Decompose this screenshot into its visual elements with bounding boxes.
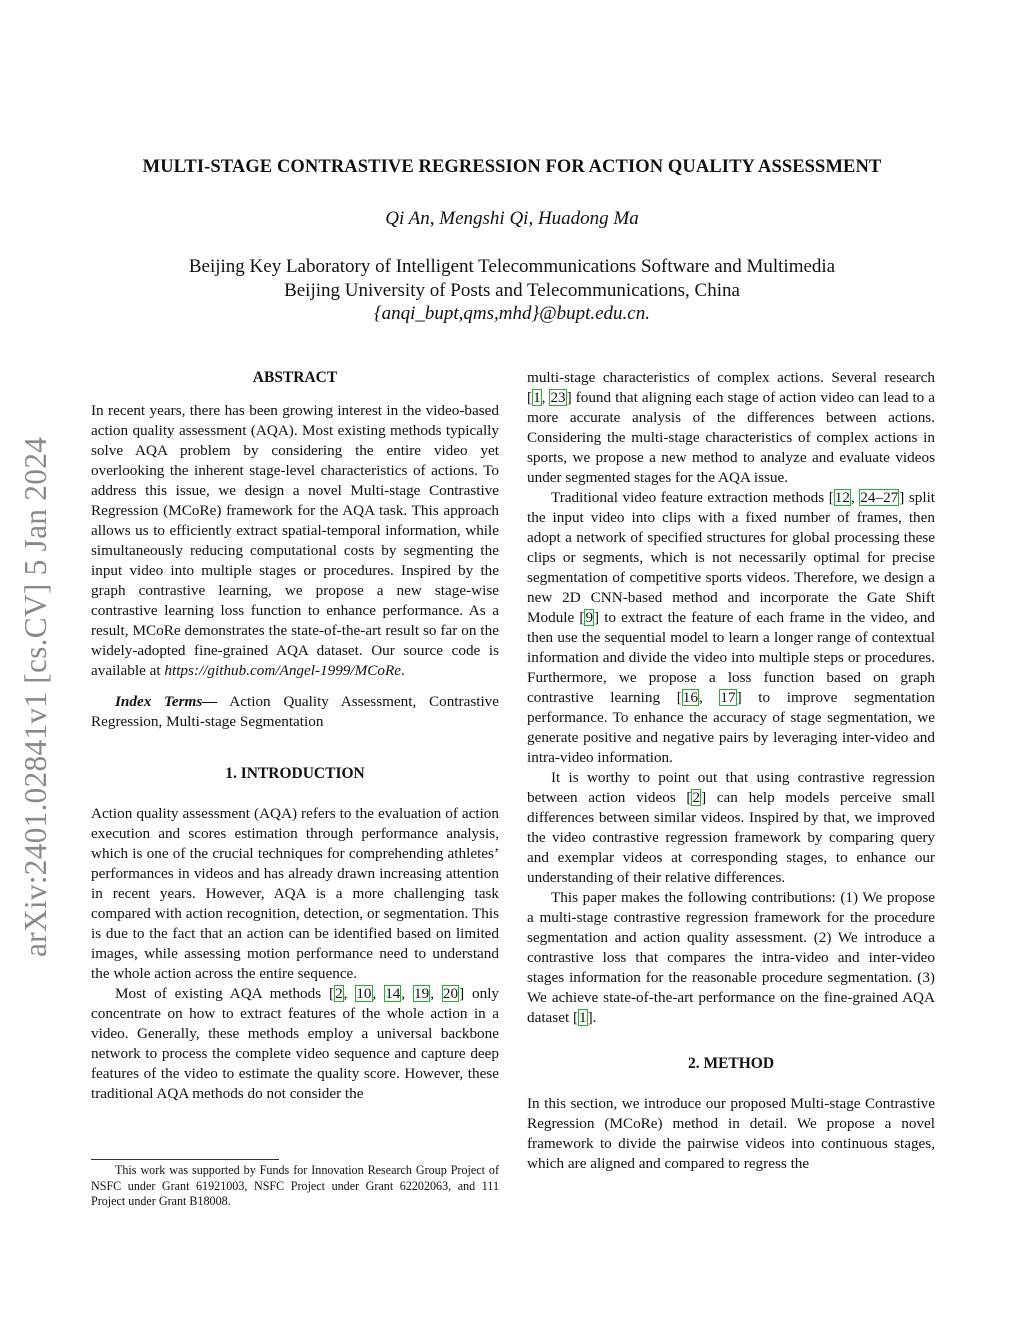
citation-link[interactable]: 19 xyxy=(414,985,430,1002)
citation-link[interactable]: 24–27 xyxy=(860,489,899,506)
citation-link[interactable]: 23 xyxy=(550,389,566,406)
intro-p3-text-c: ] to extract the feature of each frame in the video, and then use the sequential model to learn a longer range of contextual information and divide the video into multiple steps or procedures. Furthermore, we propose a loss function based on graph contrastive learning [ xyxy=(527,609,935,706)
method-paragraph-1: In this section, we introduce our proposed Multi-stage Contrastive Regression (MCoRe) method in detail. We propose a novel framework to divide the pairwise videos into continuous stages, which are aligned and compared to regress the xyxy=(527,1095,935,1172)
source-code-link[interactable]: https://github.com/Angel-1999/MCoRe xyxy=(164,662,402,679)
citation-link[interactable]: 14 xyxy=(385,985,401,1002)
intro-p5-text-a: This paper makes the following contributions: (1) We propose a multi-stage contrastive regression framework for the procedure segmentation and action quality assessment. (2) We introduce a contrastive loss that compares the intra-video and inter-video stages information for the reasonable procedure segmentation. (3) We achieve state-of-the-art performance on the fine-grained AQA dataset [ xyxy=(527,889,935,1026)
intro-paragraph-2-continued: multi-stage characteristics of complex actions. Several research [1, 23] found that aligning each stage of action video can lead to a more accurate analysis of the differences between actions. Considering the multi-stage characteristics of complex actions in sports, we propose a new method to analyze and evaluate videos under segmented stages for the AQA issue. xyxy=(527,369,935,486)
citation-link[interactable]: 9 xyxy=(585,609,594,626)
citation-link[interactable]: 16 xyxy=(682,689,698,706)
intro-p3-text-b: ] split the input video into clips with a fixed number of frames, then adopt a network of specified structures for global processing these clips or segments, which is not necessarily optimal for precise segmentation of competitive sports videos. Therefore, we design a new 2D CNN-based method and incorporate the Gate Shift Module [ xyxy=(527,489,936,626)
funding-footnote xyxy=(91,1163,499,1210)
citation-link[interactable]: 10 xyxy=(356,985,372,1002)
citation-link[interactable]: 17 xyxy=(720,689,736,706)
right-column xyxy=(527,368,935,1174)
intro-p4-text-b: ] can help models perceive small differences between similar videos. Inspired by that, we improved the video contrastive regression framework by comparing query and exemplar videos at corresponding stages, to enhance our understanding of their relative differences. xyxy=(527,789,935,886)
intro-p2-text-c: ] found that aligning each stage of action video can lead to a more accurate analysis of the differences between actions. Considering the multi-stage characteristics of complex actions in sports, we propose a new method to analyze and evaluate videos under segmented stages for the AQA issue. xyxy=(527,389,935,486)
intro-paragraph-2: Most of existing AQA methods [2, 10, 14, 19, 20] only concentrate on how to extract features of the whole action in a video. Generally, these methods employ a universal backbone network to process the complete video sequence and capture deep features of the video to estimate the quality score. However, these traditional AQA methods do not consider the xyxy=(91,985,500,1102)
citation-link[interactable]: 1 xyxy=(579,1009,587,1026)
intro-paragraph-1: Action quality assessment (AQA) refers to the evaluation of action execution and scores estimation through performance analysis, which is one of the crucial techniques for comprehending athletes’ performances in videos and has already drawn increasing attention in recent years. However, AQA is a more challenging task compared with action recognition, detection, or segmentation. This is due to the fact that an action can be identified based on limited images, while assessing motion performance need to understand the whole action across the entire sequence. xyxy=(91,805,499,982)
arxiv-stamp: arXiv:2401.02841v1 [cs.CV] 5 Jan 2024 xyxy=(18,436,53,957)
intro-p3-text-d: ] to improve segmentation performance. To enhance the accuracy of stage segmentation, we generate positive and negative pairs by leveraging inter-video and intra-video information. xyxy=(527,689,936,766)
citation-link[interactable]: 12 xyxy=(834,489,850,506)
intro-paragraph-5 xyxy=(527,888,935,1028)
index-terms-text: Action Quality Assessment, Contrastive Regression, Multi-stage Segmentation xyxy=(91,693,499,730)
intro-p2-text-a: Most of existing AQA methods [ xyxy=(115,985,335,1002)
funding-footnote-text: This work was supported by Funds for Innovation Research Group Project of NSFC under Grant 61921003, NSFC Project under Grant 62202063, and 111 Project under Grant B18008. xyxy=(91,1163,499,1208)
index-terms xyxy=(91,692,499,732)
affiliation-line-1: Beijing Key Laboratory of Intelligent Telecommunications Software and Multimedia xyxy=(188,256,836,277)
affiliation-block xyxy=(0,255,1024,326)
abstract-end: . xyxy=(401,662,405,679)
introduction-heading: 1. INTRODUCTION xyxy=(225,765,365,782)
affiliation-line-2: Beijing University of Posts and Telecommunications, China xyxy=(284,279,740,301)
left-column xyxy=(91,368,499,1104)
intro-p3-text-a: Traditional video feature extraction methods [ xyxy=(551,489,834,506)
citation-link[interactable]: 2 xyxy=(335,985,343,1002)
abstract-text xyxy=(91,401,499,681)
intro-p2-text-b: ] only concentrate on how to extract features of the whole action in a video. Generally, these methods employ a universal backbone network to process the complete video sequence and capture deep features of the video to estimate the quality score. However, these traditional AQA methods do not consider the xyxy=(91,985,500,1102)
method-heading: 2. METHOD xyxy=(687,1055,775,1072)
intro-p2-text-b-cont: multi-stage characteristics of complex actions. Several research [ xyxy=(527,369,935,406)
citation-link[interactable]: 20 xyxy=(442,985,459,1002)
index-terms-label: Index Terms— xyxy=(115,693,218,710)
citation-link[interactable]: 1 xyxy=(533,389,541,406)
intro-p5-text-b: ]. xyxy=(587,1009,597,1026)
paper-title: MULTI-STAGE CONTRASTIVE REGRESSION FOR ACTION QUALITY ASSESSMENT xyxy=(142,157,882,177)
citation-link[interactable]: 2 xyxy=(692,789,701,806)
abstract-heading: ABSTRACT xyxy=(252,369,338,386)
paper-authors: Qi An, Mengshi Qi, Huadong Ma xyxy=(385,208,639,229)
intro-paragraph-4 xyxy=(527,768,935,888)
author-email: {anqi_bupt,qms,mhd}@bupt.edu.cn. xyxy=(374,303,650,324)
intro-p4-text-a: It is worthy to point out that using contrastive regression between action videos [ xyxy=(527,769,935,806)
intro-paragraph-3: Traditional video feature extraction methods [12, 24–27] split the input video into clips with a fixed number of frames, then adopt a network of specified structures for global processing these clips or segments, which is not necessarily optimal for precise segmentation of competitive sports videos. Therefore, we design a new 2D CNN-based method and incorporate the Gate Shift Module [9] to extract the feature of each frame in the video, and then use the sequential model to learn a longer range of contextual information and divide the video into multiple steps or procedures. Furthermore, we propose a loss function based on graph contrastive learning [16, 17] to improve segmentation performance. To enhance the accuracy of stage segmentation, we generate positive and negative pairs by leveraging inter-video and intra-video information. xyxy=(527,489,936,766)
abstract-body: In recent years, there has been growing interest in the video-based action quality assessment (AQA). Most existing methods typically solve AQA problem by considering the entire video yet overlooking the inherent stage-level characteristics of actions. To address this issue, we design a novel Multi-stage Contrastive Regression (MCoRe) framework for the AQA task. This approach allows us to efficiently extract spatial-temporal information, while simultaneously reducing computational costs by segmenting the input video into multiple stages or procedures. Inspired by the graph contrastive learning, we propose a new stage-wise contrastive learning loss function to enhance performance. As a result, MCoRe demonstrates the state-of-the-art result so far on the widely-adopted fine-grained AQA dataset. Our source code is available at xyxy=(91,402,499,679)
footnote-rule xyxy=(91,1159,279,1160)
